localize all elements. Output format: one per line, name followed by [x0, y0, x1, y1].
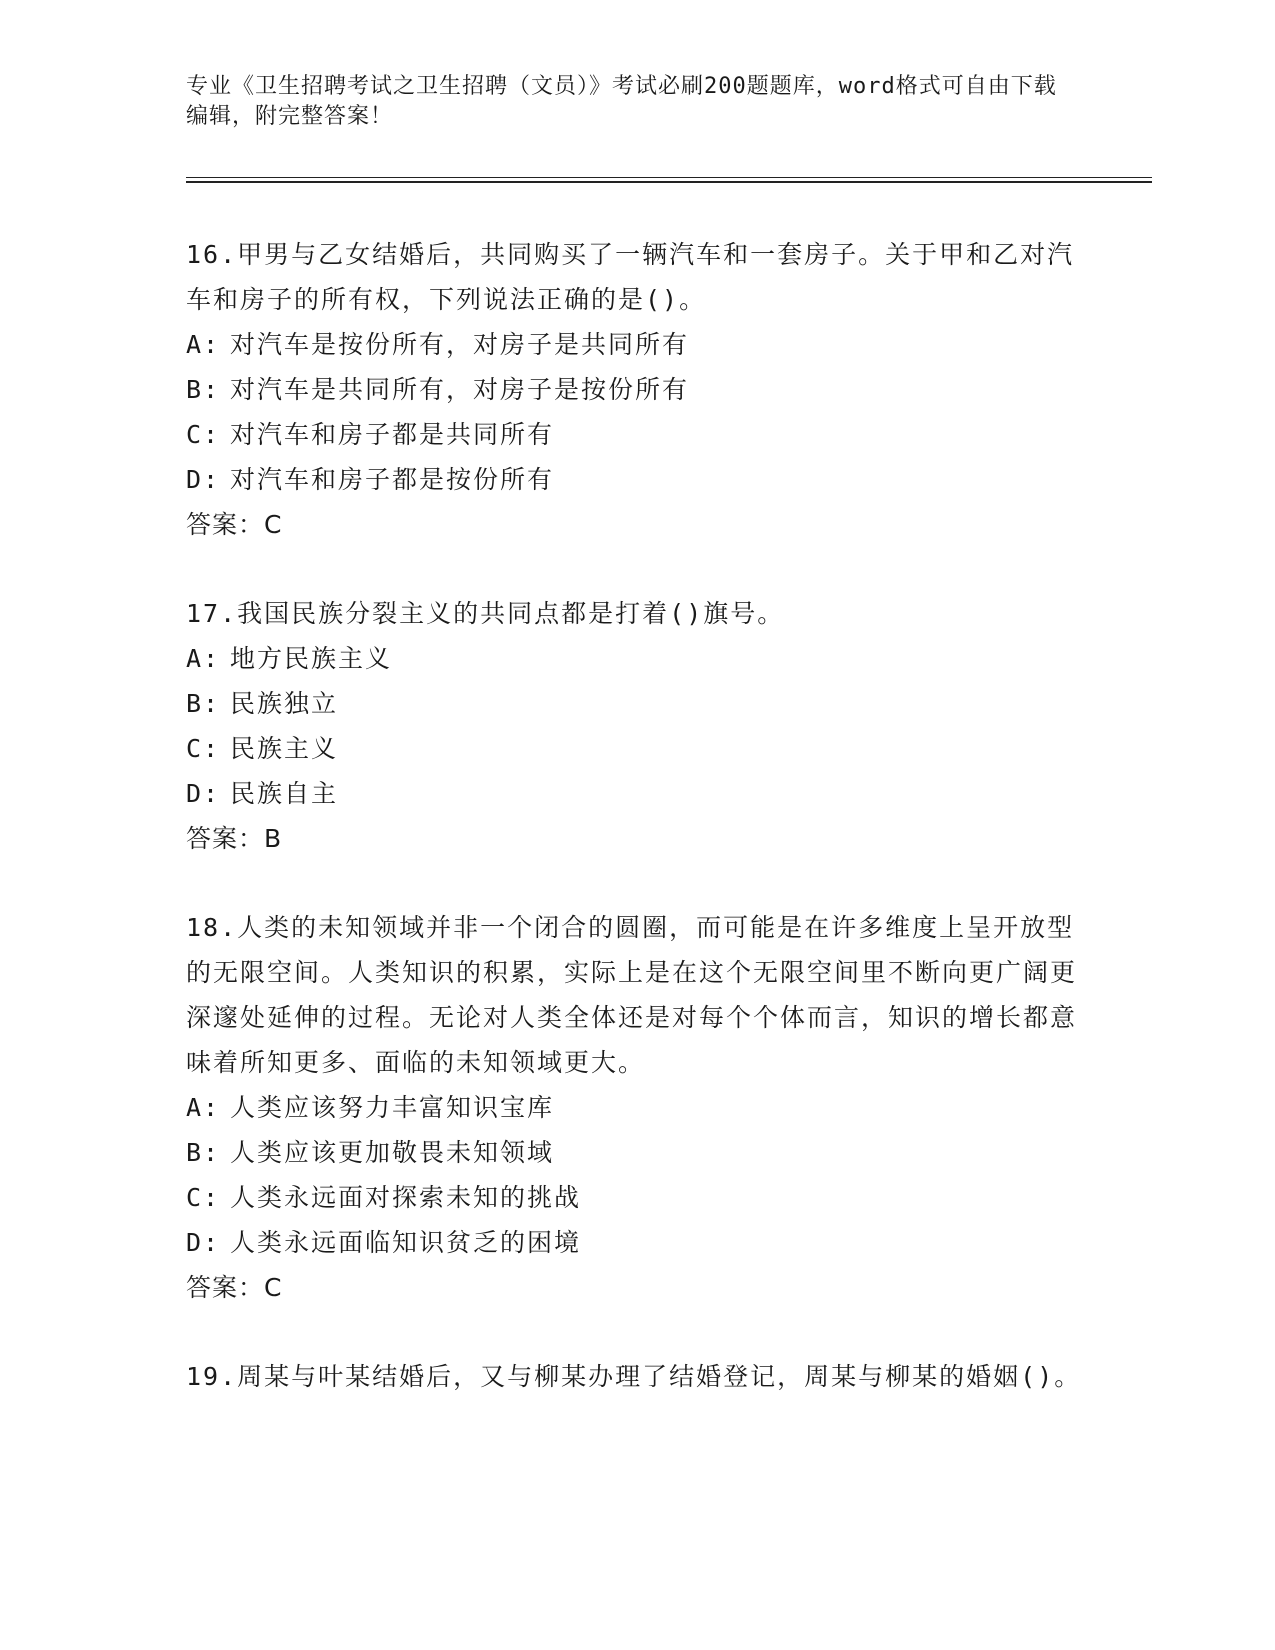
question-19: [186, 1354, 1086, 1399]
option-key: B:: [186, 375, 221, 404]
option-b: [186, 681, 1086, 726]
option-key: B:: [186, 1138, 221, 1167]
option-key: A:: [186, 1093, 221, 1122]
option-text: 对汽车是按份所有，对房子是共同所有: [230, 330, 690, 359]
option-key: D:: [186, 1228, 221, 1257]
question-stem: 19.周某与叶某结婚后，又与柳某办理了结婚登记，周某与柳某的婚姻()。: [186, 1362, 1082, 1391]
option-d: [186, 457, 1086, 502]
option-key: B:: [186, 689, 221, 718]
option-text: 人类永远面对探索未知的挑战: [230, 1183, 582, 1212]
option-key: D:: [186, 779, 221, 808]
option-text: 民族自主: [230, 779, 339, 808]
header-divider-thick: [186, 181, 1152, 183]
option-d: [186, 1220, 1086, 1265]
header-divider-thin: [186, 177, 1152, 178]
option-text: 对汽车和房子都是共同所有: [230, 420, 555, 449]
answer-line: 答案：B: [186, 824, 283, 853]
option-key: D:: [186, 465, 221, 494]
option-text: 对汽车和房子都是按份所有: [230, 465, 555, 494]
option-text: 人类应该更加敬畏未知领域: [230, 1138, 555, 1167]
question-list: [186, 232, 1086, 1443]
option-b: [186, 1130, 1086, 1175]
option-text: 人类永远面临知识贫乏的困境: [230, 1228, 582, 1257]
option-key: C:: [186, 734, 221, 763]
option-key: C:: [186, 420, 221, 449]
question-17: [186, 591, 1086, 861]
question-stem: 17.我国民族分裂主义的共同点都是打着()旗号。: [186, 599, 785, 628]
option-text: 对汽车是共同所有，对房子是按份所有: [230, 375, 690, 404]
option-text: 民族独立: [230, 689, 339, 718]
option-d: [186, 771, 1086, 816]
option-c: [186, 1175, 1086, 1220]
option-b: [186, 367, 1086, 412]
question-16: [186, 232, 1086, 547]
option-text: 地方民族主义: [230, 644, 393, 673]
option-text: 民族主义: [230, 734, 339, 763]
option-text: 人类应该努力丰富知识宝库: [230, 1093, 555, 1122]
option-c: [186, 412, 1086, 457]
question-18: [186, 905, 1086, 1310]
answer-line: 答案：C: [186, 510, 283, 539]
option-key: C:: [186, 1183, 221, 1212]
question-stem: 16.甲男与乙女结婚后，共同购买了一辆汽车和一套房子。关于甲和乙对汽车和房子的所有权，下列说法正确的是()。: [186, 240, 1075, 314]
answer-line: 答案：C: [186, 1273, 283, 1302]
option-a: [186, 636, 1086, 681]
document-header: 专业《卫生招聘考试之卫生招聘（文员）》考试必刷200题题库，word格式可自由下载编辑，附完整答案！: [186, 74, 1057, 129]
question-stem: 18.人类的未知领域并非一个闭合的圆圈，而可能是在许多维度上呈开放型的无限空间。人类知识的积累，实际上是在这个无限空间里不断向更广阔更深邃处延伸的过程。无论对人类全体还是对每个个体而言，知识的增长都意味着所知更多、面临的未知领域更大。: [186, 913, 1078, 1077]
option-a: [186, 1085, 1086, 1130]
option-c: [186, 726, 1086, 771]
option-key: A:: [186, 644, 221, 673]
option-a: [186, 322, 1086, 367]
option-key: A:: [186, 330, 221, 359]
